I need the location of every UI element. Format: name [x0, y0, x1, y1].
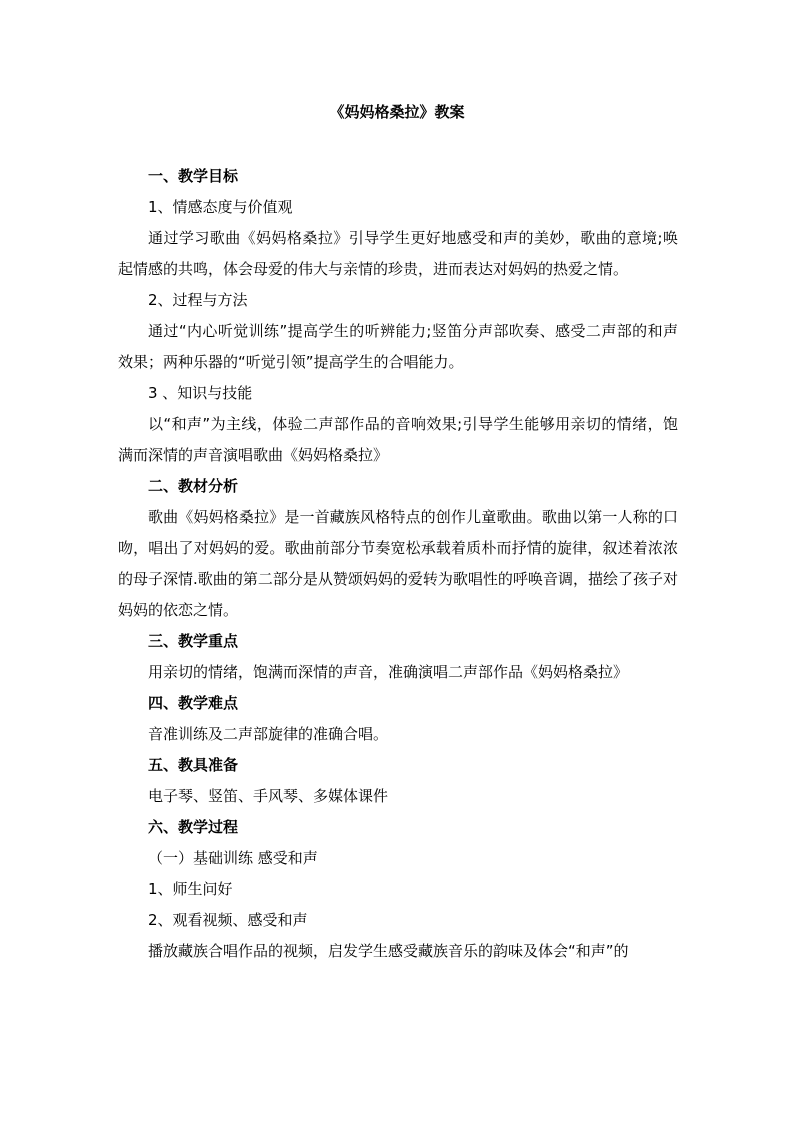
- subheading-knowledge-skills: 3 、知识与技能: [148, 384, 253, 402]
- list-item-watch-video: 2、观看视频、感受和声: [148, 911, 308, 929]
- document-body: [118, 161, 678, 967]
- section-heading-teaching-process: 六、教学过程: [148, 818, 239, 836]
- subheading-process-method: 2、过程与方法: [148, 291, 248, 309]
- paragraph-process-method: 通过“内心听觉训练”提高学生的听辨能力;竖笛分声部吹奏、感受二声部的和声效果；两种乐器的“听觉引领”提高学生的合唱能力。: [118, 322, 678, 371]
- paragraph-play-video: 播放藏族合唱作品的视频，启发学生感受藏族音乐的韵味及体会“和声”的: [148, 942, 629, 960]
- subheading-basic-training: （一）基础训练 感受和声: [148, 849, 318, 867]
- paragraph-difficulties: 音准训练及二声部旋律的准确合唱。: [148, 725, 389, 743]
- section-heading-teaching-aids: 五、教具准备: [148, 756, 239, 774]
- paragraph-emotion-attitude: 通过学习歌曲《妈妈格桑拉》引导学生更好地感受和声的美妙，歌曲的意境;唤起情感的共鸣，体会母爱的伟大与亲情的珍贵，进而表达对妈妈的热爱之情。: [118, 229, 678, 278]
- list-item-greeting: 1、师生问好: [148, 880, 233, 898]
- paragraph-knowledge-skills: 以“和声”为主线，体验二声部作品的音响效果;引导学生能够用亲切的情绪，饱满而深情的声音演唱歌曲《妈妈格桑拉》: [118, 415, 678, 464]
- section-heading-teaching-goals: 一、教学目标: [148, 167, 239, 185]
- subheading-emotion-attitude: 1、情感态度与价值观: [148, 198, 293, 216]
- section-heading-difficulties: 四、教学难点: [148, 694, 239, 712]
- paragraph-material-analysis: 歌曲《妈妈格桑拉》是一首藏族风格特点的创作儿童歌曲。歌曲以第一人称的口吻，唱出了对妈妈的爱。歌曲前部分节奏宽松承载着质朴而抒情的旋律，叙述着浓浓的母子深情.歌曲的第二部分是从赞颂妈妈的爱转为歌唱性的呼唤音调，描绘了孩子对妈妈的依恋之情。: [118, 508, 678, 619]
- paragraph-teaching-aids: 电子琴、竖笛、手风琴、多媒体课件: [148, 787, 389, 805]
- document-title: 《妈妈格桑拉》教案: [329, 103, 465, 121]
- paragraph-key-points: 用亲切的情绪，饱满而深情的声音，准确演唱二声部作品《妈妈格桑拉》: [148, 663, 629, 681]
- section-heading-key-points: 三、教学重点: [148, 632, 239, 650]
- section-heading-material-analysis: 二、教材分析: [148, 477, 239, 495]
